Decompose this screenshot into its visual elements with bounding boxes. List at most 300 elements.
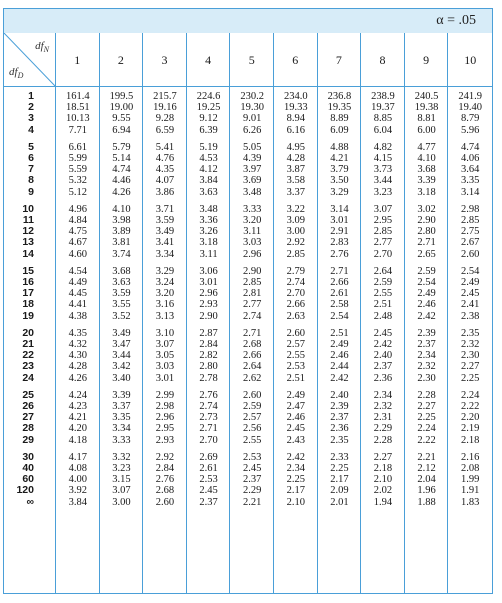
table-row — [4, 401, 492, 412]
row-df-label: 9 — [28, 185, 34, 198]
table-cell: 2.10 — [373, 474, 393, 486]
table-cell: 3.71 — [155, 203, 175, 215]
table-cell: 2.22 — [461, 401, 480, 412]
table-cell: 10.13 — [65, 113, 90, 125]
row-df-label: 8 — [28, 174, 34, 187]
table-cell: 2.49 — [286, 389, 305, 401]
table-cell: 1.96 — [417, 485, 436, 497]
table-cell: 2.09 — [330, 485, 349, 497]
table-cell: 2.75 — [461, 226, 480, 238]
table-cell: 3.01 — [199, 277, 218, 288]
table-cell: 2.64 — [373, 265, 393, 277]
table-cell: 2.53 — [286, 361, 305, 373]
row-df-label: 26 — [22, 400, 34, 412]
table-cell: 8.94 — [286, 113, 305, 125]
table-cell: 4.95 — [286, 141, 305, 153]
table-cell: 3.34 — [112, 423, 131, 435]
table-cell: 2.37 — [243, 474, 262, 486]
df-corner-cell — [4, 33, 56, 87]
table-cell: 3.49 — [112, 327, 131, 339]
table-cell: 2.37 — [199, 496, 218, 508]
table-cell: 1.88 — [417, 496, 436, 508]
row-df-label: 29 — [22, 433, 34, 446]
table-cell: 8.89 — [330, 113, 349, 125]
table-cell: 3.34 — [155, 248, 175, 260]
table-cell: 2.59 — [373, 277, 393, 288]
table-cell: 6.26 — [243, 124, 262, 136]
table-cell: 3.35 — [461, 175, 480, 187]
table-cell: 2.31 — [373, 412, 393, 424]
table-cell: 2.32 — [461, 339, 480, 350]
table-cell: 2.32 — [373, 401, 393, 412]
table-cell: 2.60 — [243, 389, 262, 401]
row-df-label: ∞ — [26, 495, 34, 508]
column-header-10: 10 — [448, 33, 492, 87]
table-cell: 2.81 — [243, 288, 262, 300]
table-row — [4, 153, 492, 164]
table-cell: 4.60 — [68, 248, 87, 260]
table-cell: 6.00 — [417, 124, 436, 136]
table-cell: 2.84 — [199, 339, 218, 350]
table-cell: 2.90 — [199, 310, 218, 322]
table-cell: 2.28 — [417, 389, 436, 401]
table-cell: 2.74 — [243, 310, 262, 322]
table-cell: 4.10 — [417, 153, 436, 164]
table-cell: 3.01 — [155, 372, 175, 384]
table-frame — [3, 8, 493, 594]
table-cell: 3.33 — [243, 203, 262, 215]
table-row — [4, 299, 492, 310]
table-row — [4, 277, 492, 288]
table-cell: 2.16 — [461, 451, 480, 463]
column-header-4: 4 — [187, 33, 231, 87]
table-cell: 6.09 — [330, 124, 349, 136]
row-df-label: 20 — [22, 326, 34, 339]
table-cell: 4.06 — [461, 153, 480, 164]
table-cell: 2.42 — [373, 339, 393, 350]
column-header-2: 2 — [100, 33, 144, 87]
table-cell: 3.18 — [199, 237, 218, 249]
table-cell: 4.45 — [68, 288, 87, 300]
table-cell: 4.35 — [68, 327, 87, 339]
table-cell: 4.10 — [112, 203, 131, 215]
table-cell: 2.47 — [286, 401, 305, 412]
table-row — [4, 463, 492, 474]
row-df-label: 10 — [22, 202, 34, 215]
table-cell: 2.60 — [286, 327, 305, 339]
table-cell: 2.55 — [243, 434, 262, 446]
table-cell: 2.71 — [243, 327, 262, 339]
table-cell: 3.01 — [330, 215, 349, 226]
table-cell: 3.97 — [243, 164, 262, 176]
table-cell: 4.28 — [68, 361, 87, 373]
table-row — [4, 226, 492, 237]
table-cell: 2.68 — [243, 339, 262, 350]
table-cell: 3.42 — [112, 361, 131, 373]
table-cell: 6.04 — [373, 124, 393, 136]
table-cell: 3.32 — [112, 451, 131, 463]
table-cell: 3.44 — [373, 175, 393, 187]
table-cell: 2.98 — [461, 203, 480, 215]
table-cell: 2.36 — [373, 372, 393, 384]
table-cell: 2.85 — [243, 277, 262, 288]
table-cell: 18.51 — [65, 102, 90, 114]
table-cell: 2.38 — [461, 310, 480, 322]
table-cell: 2.17 — [286, 485, 305, 497]
table-cell: 3.11 — [199, 248, 218, 260]
table-cell: 3.87 — [286, 164, 305, 176]
table-cell: 2.49 — [417, 288, 436, 300]
table-cell: 236.8 — [327, 91, 352, 102]
table-cell: 2.32 — [417, 361, 436, 373]
row-df-label: 60 — [22, 473, 34, 486]
table-cell: 9.12 — [199, 113, 218, 125]
table-row — [4, 452, 492, 463]
table-cell: 2.70 — [199, 434, 218, 446]
row-df-label: 30 — [22, 450, 34, 463]
table-cell: 3.10 — [155, 327, 175, 339]
table-cell: 2.64 — [243, 361, 262, 373]
table-cell: 1.94 — [373, 496, 393, 508]
table-cell: 2.49 — [330, 339, 349, 350]
table-cell: 2.42 — [417, 310, 436, 322]
table-cell: 224.6 — [196, 91, 221, 102]
table-cell: 4.24 — [68, 389, 87, 401]
table-cell: 3.20 — [155, 288, 175, 300]
table-cell: 2.70 — [286, 288, 305, 300]
table-cell: 3.86 — [155, 186, 175, 198]
table-cell: 4.39 — [243, 153, 262, 164]
table-cell: 2.51 — [373, 299, 393, 311]
table-cell: 4.76 — [155, 153, 175, 164]
table-cell: 2.57 — [286, 339, 305, 350]
table-cell: 2.59 — [243, 401, 262, 412]
table-cell: 4.74 — [112, 164, 131, 176]
table-cell: 2.95 — [155, 423, 175, 435]
table-cell: 3.36 — [199, 215, 218, 226]
table-row — [4, 373, 492, 384]
table-cell: 230.2 — [240, 91, 264, 102]
table-cell: 1.99 — [461, 474, 480, 486]
table-cell: 2.84 — [155, 463, 175, 474]
table-cell: 9.28 — [155, 113, 175, 125]
table-cell: 2.21 — [243, 496, 262, 508]
table-cell: 4.88 — [330, 141, 349, 153]
table-cell: 2.90 — [243, 265, 262, 277]
table-cell: 2.30 — [417, 372, 436, 384]
row-df-label: 6 — [28, 152, 34, 164]
table-row — [4, 142, 492, 153]
table-row — [4, 102, 492, 113]
table-cell: 3.48 — [199, 203, 218, 215]
table-cell: 3.89 — [112, 226, 131, 238]
table-cell: 4.77 — [417, 141, 436, 153]
table-cell: 4.53 — [199, 153, 218, 164]
table-cell: 2.91 — [330, 226, 349, 238]
table-cell: 2.43 — [286, 434, 305, 446]
table-row — [4, 311, 492, 322]
table-cell: 2.45 — [243, 463, 262, 474]
table-cell: 3.63 — [199, 186, 218, 198]
table-cell: 2.18 — [373, 463, 393, 474]
table-cell: 2.83 — [330, 237, 349, 249]
table-cell: 2.44 — [330, 361, 349, 373]
table-cell: 2.12 — [417, 463, 436, 474]
table-cell: 2.71 — [417, 237, 436, 249]
table-cell: 3.68 — [417, 164, 436, 176]
table-cell: 3.00 — [286, 226, 305, 238]
table-cell: 2.76 — [199, 389, 218, 401]
table-cell: 4.07 — [155, 175, 175, 187]
table-cell: 3.49 — [155, 226, 175, 238]
table-cell: 2.74 — [199, 401, 218, 412]
table-cell: 2.36 — [330, 423, 349, 435]
table-cell: 4.23 — [68, 401, 87, 412]
row-df-label: 12 — [22, 225, 34, 238]
table-cell: 2.28 — [373, 434, 393, 446]
table-cell: 9.55 — [112, 113, 131, 125]
table-cell: 199.5 — [109, 91, 134, 102]
table-cell: 2.53 — [199, 474, 218, 486]
table-cell: 2.85 — [461, 215, 480, 226]
table-cell: 2.78 — [199, 372, 218, 384]
table-cell: 3.37 — [286, 186, 305, 198]
table-cell: 1.91 — [461, 485, 480, 497]
table-cell: 6.39 — [199, 124, 218, 136]
table-row — [4, 249, 492, 260]
table-row — [4, 164, 492, 175]
table-cell: 2.58 — [330, 299, 349, 311]
table-cell: 3.50 — [330, 175, 349, 187]
table-cell: 2.19 — [461, 423, 480, 435]
table-row — [4, 435, 492, 446]
row-df-label: 15 — [22, 264, 34, 277]
table-cell: 3.73 — [373, 164, 393, 176]
table-cell: 8.79 — [461, 113, 480, 125]
table-cell: 3.13 — [155, 310, 175, 322]
table-cell: 4.26 — [68, 372, 87, 384]
table-cell: 2.80 — [199, 361, 218, 373]
table-cell: 2.61 — [199, 463, 218, 474]
column-header-6: 6 — [274, 33, 318, 87]
table-cell: 3.24 — [155, 277, 175, 288]
table-cell: 3.39 — [112, 389, 131, 401]
table-cell: 2.56 — [243, 423, 262, 435]
table-cell: 3.35 — [112, 412, 131, 424]
table-cell: 3.84 — [199, 175, 218, 187]
table-cell: 2.66 — [286, 299, 305, 311]
table-cell: 2.25 — [330, 463, 349, 474]
row-df-label: 16 — [22, 276, 34, 288]
table-cell: 2.46 — [286, 412, 305, 424]
table-cell: 5.99 — [68, 153, 87, 164]
table-cell: 2.17 — [330, 474, 349, 486]
table-cell: 3.22 — [286, 203, 305, 215]
table-cell: 2.46 — [330, 350, 349, 362]
table-cell: 2.54 — [461, 265, 480, 277]
table-row — [4, 215, 492, 226]
table-cell: 2.45 — [373, 327, 393, 339]
table-row — [4, 390, 492, 401]
table-cell: 2.45 — [461, 288, 480, 300]
table-cell: 8.85 — [373, 113, 393, 125]
table-cell: 5.05 — [243, 141, 262, 153]
table-cell: 2.74 — [286, 277, 305, 288]
table-cell: 3.09 — [286, 215, 305, 226]
table-cell: 3.63 — [112, 277, 131, 288]
table-cell: 2.54 — [417, 277, 436, 288]
table-cell: 215.7 — [153, 91, 177, 102]
row-df-label: 19 — [22, 309, 34, 322]
table-cell: 4.84 — [68, 215, 87, 226]
table-cell: 3.18 — [417, 186, 436, 198]
column-header-5: 5 — [230, 33, 274, 87]
table-cell: 4.54 — [68, 265, 87, 277]
table-cell: 4.74 — [461, 141, 480, 153]
table-cell: 3.29 — [155, 265, 175, 277]
row-df-label: 2 — [28, 101, 34, 114]
column-header-1: 1 — [56, 33, 100, 87]
table-cell: 4.17 — [68, 451, 87, 463]
row-df-label: 4 — [28, 123, 34, 136]
table-cell: 2.95 — [373, 215, 393, 226]
table-cell: 4.96 — [68, 203, 87, 215]
table-cell: 2.34 — [286, 463, 305, 474]
row-df-label: 7 — [28, 163, 34, 176]
table-row — [4, 204, 492, 215]
table-cell: 2.59 — [417, 265, 436, 277]
table-cell: 2.39 — [417, 327, 436, 339]
table-cell: 4.21 — [330, 153, 349, 164]
table-cell: 3.23 — [112, 463, 131, 474]
table-cell: 1.83 — [461, 496, 480, 508]
df-denominator-label: $df_D$ — [9, 65, 24, 80]
table-cell: 3.39 — [417, 175, 436, 187]
table-cell: 4.32 — [68, 339, 87, 350]
table-cell: 3.05 — [155, 350, 175, 362]
table-cell: 19.35 — [327, 102, 352, 114]
table-cell: 2.35 — [330, 434, 349, 446]
table-cell: 3.02 — [417, 203, 436, 215]
alpha-label: α = .05 — [436, 13, 476, 28]
df-numerator-label: $df_N$ — [35, 40, 49, 55]
table-cell: 2.57 — [243, 412, 262, 424]
table-cell: 3.33 — [112, 434, 131, 446]
table-cell: 2.87 — [199, 327, 218, 339]
table-cell: 2.45 — [199, 485, 218, 497]
table-cell: 2.53 — [243, 451, 262, 463]
table-cell: 2.30 — [461, 350, 480, 362]
table-cell: 241.9 — [458, 91, 482, 102]
column-header-3: 3 — [143, 33, 187, 87]
table-cell: 2.67 — [461, 237, 480, 249]
table-cell: 4.12 — [199, 164, 218, 176]
table-cell: 4.20 — [68, 423, 87, 435]
table-row — [4, 175, 492, 186]
table-cell: 3.07 — [373, 203, 393, 215]
table-cell: 3.92 — [68, 485, 87, 497]
table-cell: 5.59 — [68, 164, 87, 176]
table-row — [4, 113, 492, 124]
table-cell: 2.55 — [286, 350, 305, 362]
table-cell: 3.37 — [112, 401, 131, 412]
table-cell: 3.81 — [112, 237, 131, 249]
table-cell: 4.67 — [68, 237, 87, 249]
table-cell: 3.47 — [112, 339, 131, 350]
table-cell: 2.21 — [417, 451, 436, 463]
table-cell: 3.58 — [286, 175, 305, 187]
table-cell: 2.96 — [155, 412, 175, 424]
row-df-label: 22 — [22, 349, 34, 362]
column-header-7: 7 — [318, 33, 362, 87]
table-cell: 2.41 — [461, 299, 480, 311]
table-cell: 2.98 — [155, 401, 175, 412]
table-cell: 3.07 — [112, 485, 131, 497]
table-cell: 5.32 — [68, 175, 87, 187]
column-header-9: 9 — [405, 33, 449, 87]
column-header-8: 8 — [361, 33, 405, 87]
table-cell: 2.49 — [461, 277, 480, 288]
table-cell: 2.62 — [243, 372, 262, 384]
table-cell: 5.79 — [112, 141, 131, 153]
table-cell: 161.4 — [65, 91, 90, 102]
table-cell: 19.37 — [371, 102, 395, 114]
table-cell: 6.16 — [286, 124, 305, 136]
table-cell: 2.92 — [155, 451, 175, 463]
table-body — [4, 87, 492, 593]
row-df-label: 13 — [22, 236, 34, 249]
table-cell: 2.18 — [461, 434, 480, 446]
table-cell: 3.26 — [199, 226, 218, 238]
table-cell: 3.14 — [330, 203, 349, 215]
table-cell: 3.16 — [155, 299, 175, 311]
table-cell: 2.25 — [417, 412, 436, 424]
table-row — [4, 288, 492, 299]
table-cell: 3.29 — [330, 186, 349, 198]
table-row — [4, 361, 492, 372]
table-cell: 2.02 — [373, 485, 393, 497]
row-df-label: 11 — [22, 214, 34, 226]
table-cell: 3.11 — [243, 226, 262, 238]
row-df-label: 21 — [22, 338, 34, 350]
table-cell: 2.42 — [286, 451, 305, 463]
row-df-label: 1 — [28, 90, 34, 102]
table-cell: 19.25 — [196, 102, 221, 114]
table-cell: 3.69 — [243, 175, 262, 187]
table-cell: 7.71 — [68, 124, 87, 136]
row-df-label: 5 — [28, 140, 34, 153]
row-df-label: 17 — [22, 287, 34, 300]
table-cell: 3.98 — [112, 215, 131, 226]
table-cell: 2.90 — [417, 215, 436, 226]
table-cell: 5.96 — [461, 124, 480, 136]
table-cell: 3.06 — [199, 265, 218, 277]
table-cell: 2.27 — [461, 361, 480, 373]
table-row — [4, 328, 492, 339]
table-cell: 2.25 — [461, 372, 480, 384]
table-cell: 5.41 — [155, 141, 175, 153]
table-cell: 4.41 — [68, 299, 87, 311]
table-cell: 2.51 — [286, 372, 305, 384]
table-cell: 2.93 — [199, 299, 218, 311]
table-cell: 2.10 — [286, 496, 305, 508]
table-cell: 2.25 — [286, 474, 305, 486]
table-row — [4, 187, 492, 198]
table-cell: 5.19 — [199, 141, 218, 153]
table-cell: 3.84 — [68, 496, 87, 508]
table-cell: 2.55 — [373, 288, 393, 300]
table-cell: 2.37 — [417, 339, 436, 350]
